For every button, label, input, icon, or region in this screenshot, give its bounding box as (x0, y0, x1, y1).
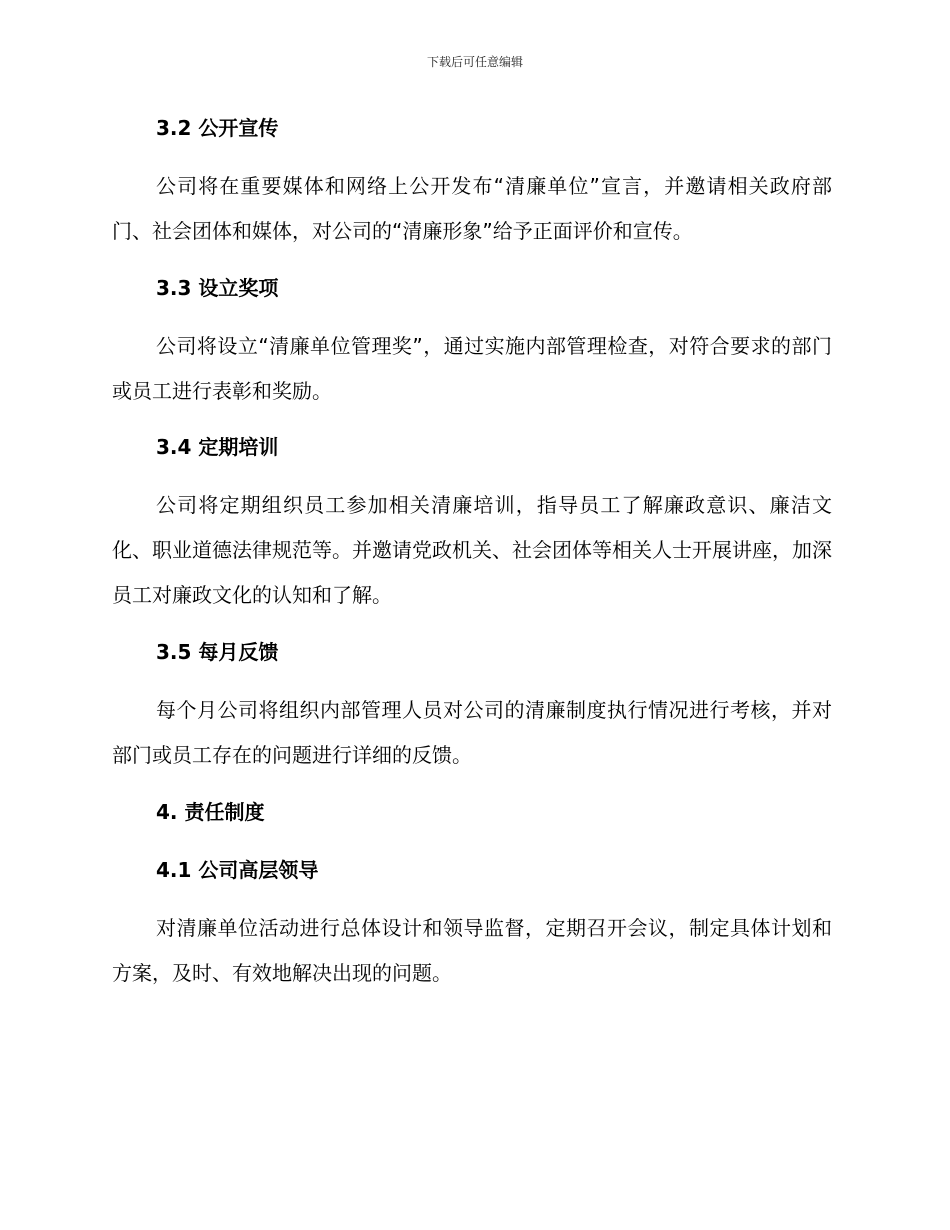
section-body-3-5: 每个月公司将组织内部管理人员对公司的清廉制度执行情况进行考核，并对部门或员工存在的问题进行详细的反馈。 (112, 698, 832, 767)
header-note: 下载后可任意编辑 (426, 55, 523, 69)
section-body-3-3: 公司将设立“清廉单位管理奖”，通过实施内部管理检查，对符合要求的部门或员工进行表彰和奖励。 (112, 334, 832, 403)
section-heading-4-1: 4.1 公司高层领导 (156, 858, 319, 882)
section-body-3-2: 公司将在重要媒体和网络上公开发布“清廉单位”宣言，并邀请相关政府部门、社会团体和媒体，对公司的“清廉形象”给予正面评价和宣传。 (112, 174, 832, 243)
section-heading-3-5: 3.5 每月反馈 (156, 640, 279, 664)
section-heading-3-4: 3.4 定期培训 (156, 435, 279, 459)
section-heading-3-2: 3.2 公开宣传 (156, 116, 279, 140)
section-heading-4: 4. 责任制度 (156, 800, 265, 824)
section-body-3-4: 公司将定期组织员工参加相关清廉培训，指导员工了解廉政意识、廉洁文化、职业道德法律规范等。并邀请党政机关、社会团体等相关人士开展讲座，加深员工对廉政文化的认知和了解。 (112, 493, 832, 607)
section-heading-3-3: 3.3 设立奖项 (156, 276, 279, 300)
section-body-4-1: 对清廉单位活动进行总体设计和领导监督，定期召开会议，制定具体计划和方案，及时、有效地解决出现的问题。 (112, 916, 832, 985)
